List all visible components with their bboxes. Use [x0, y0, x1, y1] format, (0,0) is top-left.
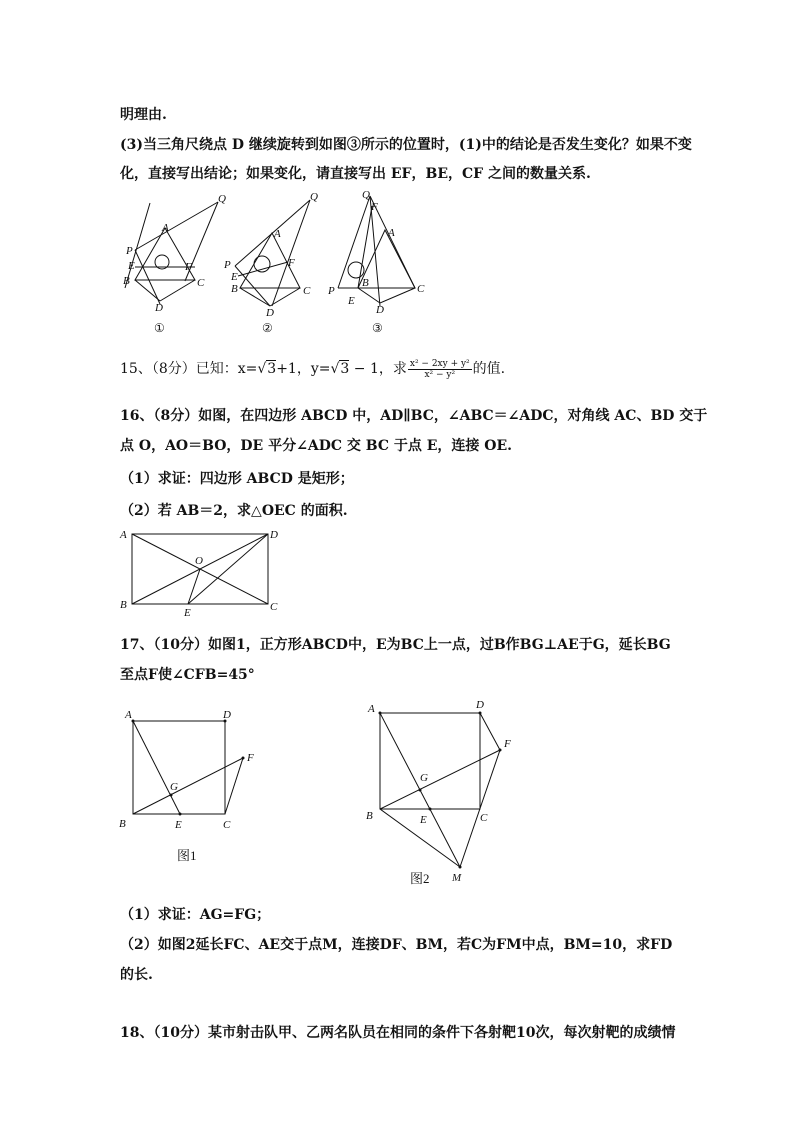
svg-text:F: F: [185, 261, 192, 273]
q17-part2-line2: 的长.: [120, 967, 153, 983]
svg-text:B: B: [366, 810, 373, 822]
q17-part1: （1）求证：AG=FG；: [120, 907, 271, 923]
svg-text:A: A: [162, 222, 169, 234]
q16-part2: （2）若 AB＝2，求△OEC 的面积.: [120, 503, 348, 519]
svg-text:A: A: [274, 228, 281, 240]
square-figure-1: [115, 703, 265, 868]
svg-text:C: C: [480, 812, 488, 824]
svg-text:B: B: [123, 275, 130, 287]
fig1-caption: 图1: [177, 848, 197, 863]
q17-line1: 17、（10分）如图1，正方形ABCD中，E为BC上一点，过B作BG⊥AE于G，延长BG: [120, 637, 671, 653]
svg-text:E: E: [348, 295, 355, 307]
svg-text:F: F: [504, 738, 511, 750]
part3-line2: 化，直接写出结论；如果变化，请直接写出 EF，BE，CF 之间的数量关系.: [120, 166, 591, 182]
svg-text:C: C: [417, 283, 425, 295]
svg-text:B: B: [231, 283, 238, 295]
q18-line1: 18、（10分）某市射击队甲、乙两名队员在相同的条件下各射靶10次，每次射靶的成绩情: [120, 1025, 676, 1041]
rectangle-figure: [118, 524, 288, 619]
svg-text:E: E: [231, 271, 238, 283]
svg-text:B: B: [362, 277, 369, 289]
svg-text:D: D: [266, 307, 274, 319]
svg-text:D: D: [376, 304, 384, 316]
fig-caption-3: ③: [372, 321, 383, 335]
fig-caption-2: ②: [262, 321, 273, 335]
svg-text:A: A: [368, 703, 375, 715]
svg-text:E: E: [420, 814, 427, 826]
q16-line2: 点 O，AO＝BO，DE 平分∠ADC 交 BC 于点 E，连接 OE.: [120, 438, 512, 454]
svg-text:D: D: [155, 302, 163, 314]
svg-text:D: D: [270, 529, 278, 541]
part3-line1: (3)当三角尺绕点 D 继续旋转到如图③所示的位置时，(1)中的结论是否发生变化？如果不变: [120, 137, 692, 153]
svg-text:F: F: [288, 257, 295, 269]
svg-text:C: C: [223, 819, 231, 831]
q16-line1: 16、（8分）如图，在四边形 ABCD 中，AD∥BC，∠ABC＝∠ADC，对角线 AC、BD 交于: [120, 408, 708, 424]
svg-text:Q: Q: [310, 191, 318, 203]
svg-text:G: G: [420, 772, 428, 784]
svg-text:A: A: [120, 529, 127, 541]
svg-text:F: F: [371, 201, 378, 213]
q17-line2: 至点F使∠CFB=45°: [120, 667, 255, 683]
q16-part1: （1）求证：四边形 ABCD 是矩形；: [120, 471, 354, 487]
q15-line: 15、（8分）已知：x=√3+1，y=√3 − 1，求 $\frac{\text{x² − 2xy + y²}}{\text{x² − y²}}$ 的值.: [120, 358, 506, 380]
svg-text:P: P: [126, 245, 133, 257]
q17-part2-line1: （2）如图2延长FC、AE交于点M，连接DF、BM，若C为FM中点，BM=10，求FD: [120, 937, 673, 953]
svg-text:C: C: [197, 277, 205, 289]
square-figure-2: [360, 697, 530, 887]
svg-text:O: O: [195, 555, 203, 567]
svg-text:C: C: [270, 601, 278, 613]
prev-problem-line: 明理由.: [120, 107, 167, 123]
svg-text:B: B: [120, 599, 127, 611]
svg-text:P: P: [224, 259, 231, 271]
svg-text:A: A: [125, 709, 132, 721]
svg-text:D: D: [223, 709, 231, 721]
svg-text:F: F: [247, 752, 254, 764]
q15-fraction: $\frac{\text{x² − 2xy + y²}}{\text{x² − y²}}$: [409, 358, 470, 380]
svg-text:E: E: [175, 819, 182, 831]
svg-text:E: E: [128, 260, 135, 272]
fig-caption-1: ①: [154, 321, 165, 335]
rotation-figures: [110, 188, 440, 338]
svg-text:Q: Q: [362, 189, 370, 201]
svg-text:C: C: [303, 285, 311, 297]
svg-text:A: A: [388, 227, 395, 239]
svg-text:D: D: [476, 699, 484, 711]
svg-text:Q: Q: [218, 193, 226, 205]
svg-text:M: M: [452, 872, 462, 884]
svg-text:P: P: [328, 285, 335, 297]
svg-text:G: G: [170, 781, 178, 793]
fig2-caption: 图2: [410, 871, 430, 886]
svg-text:E: E: [184, 607, 191, 619]
svg-text:B: B: [119, 818, 126, 830]
